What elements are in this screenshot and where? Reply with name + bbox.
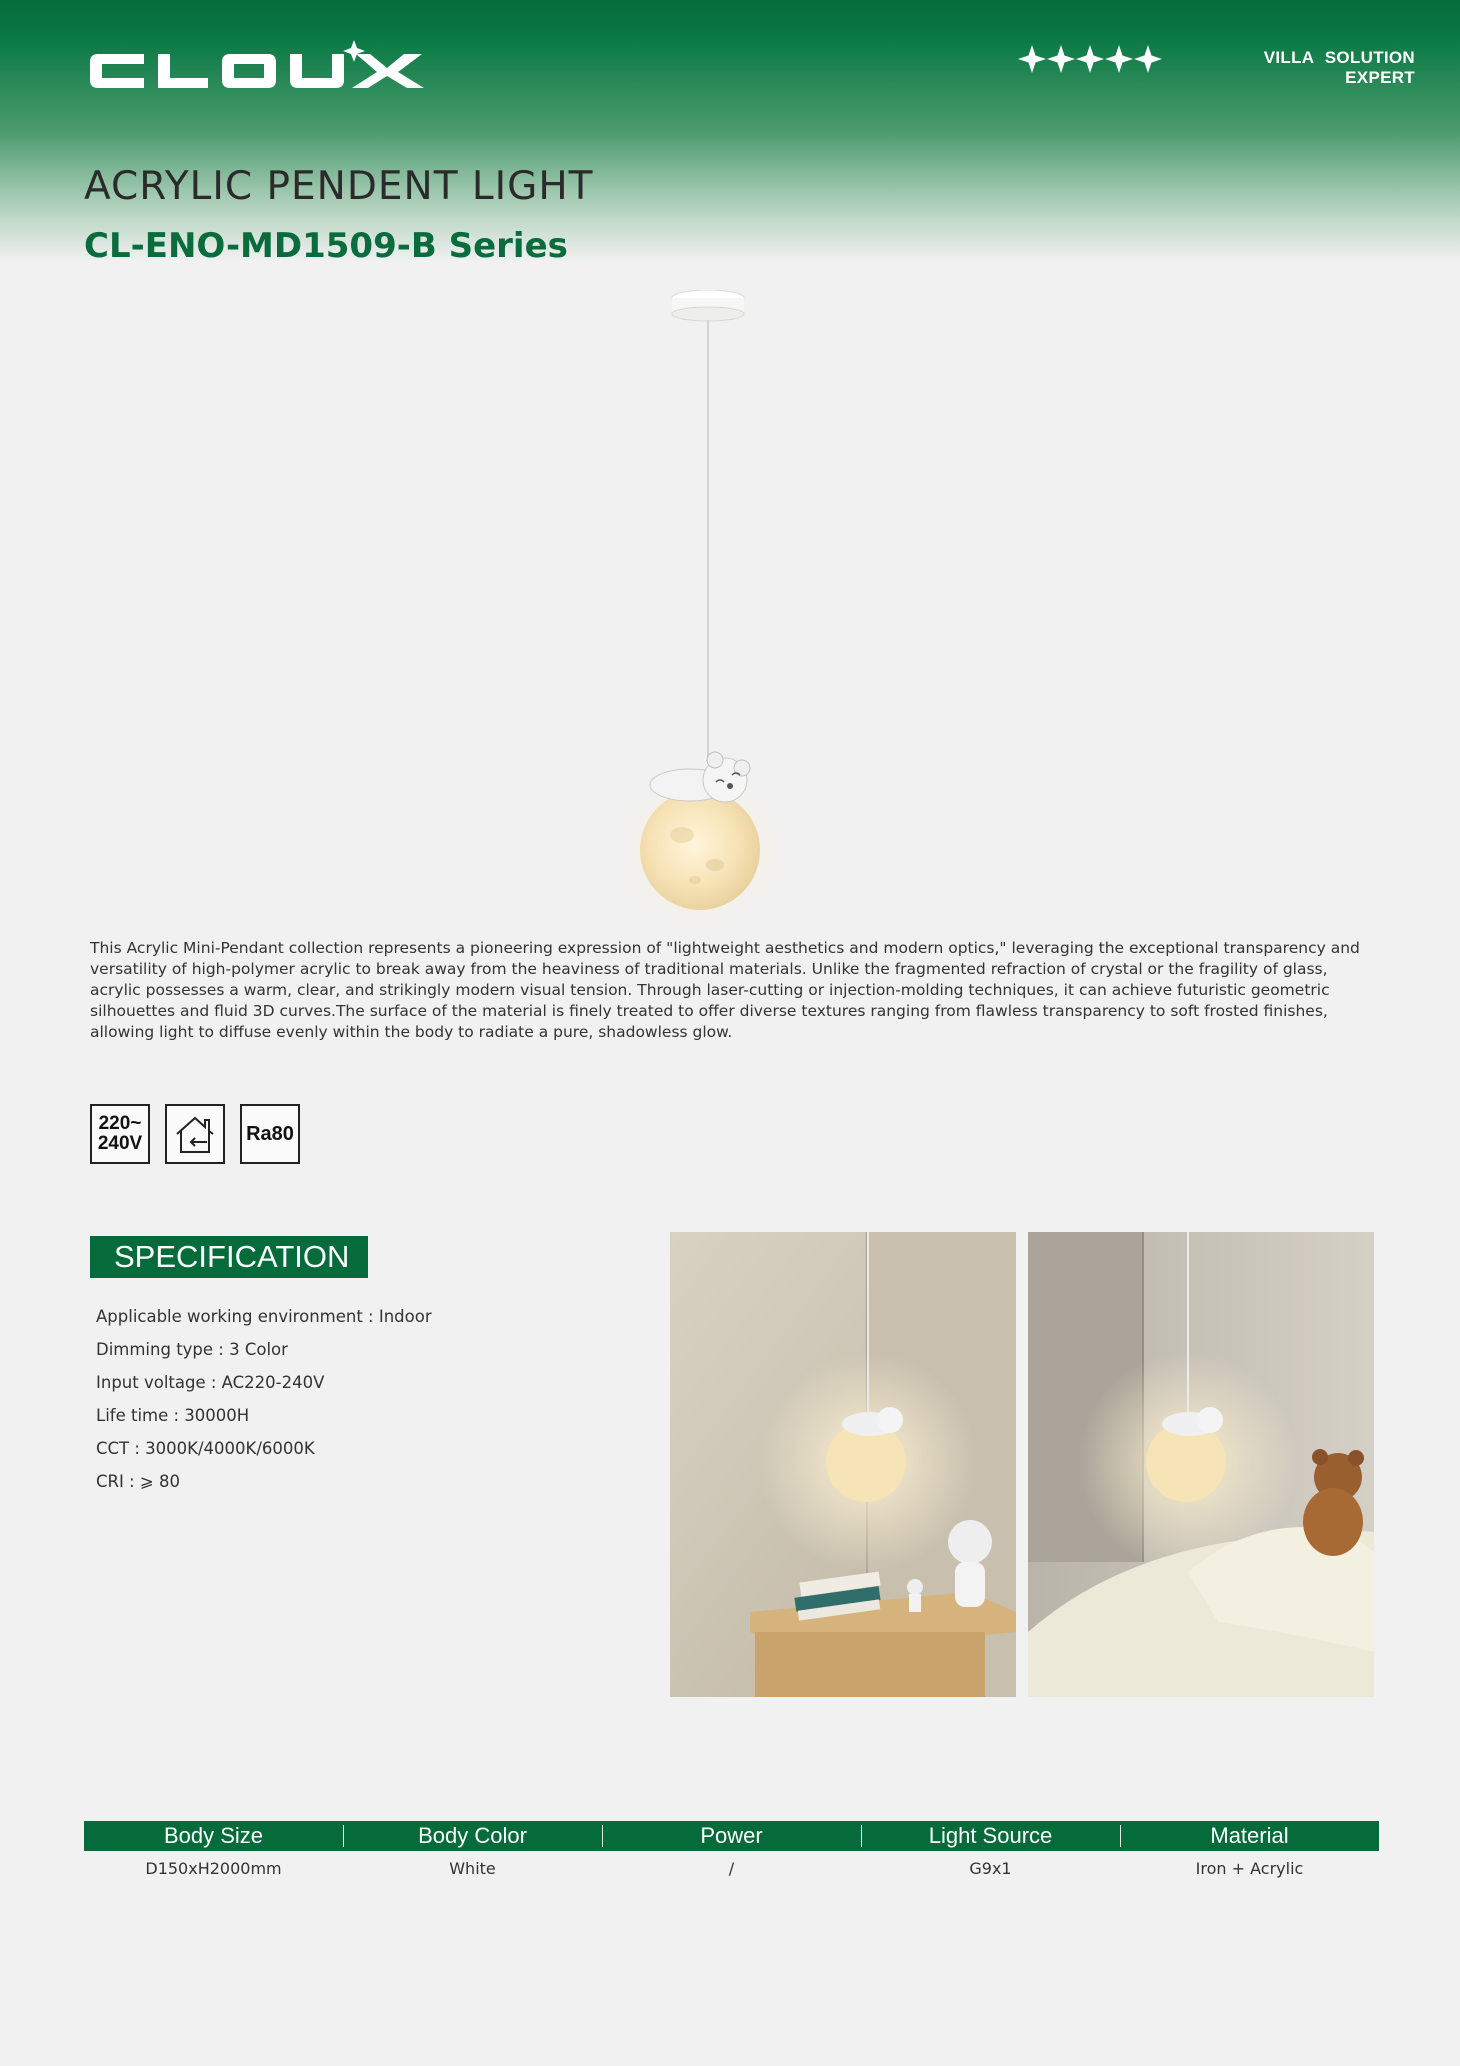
table-cell: Iron + Acrylic: [1195, 1858, 1304, 1878]
product-spec-table: [84, 1821, 1379, 1885]
voltage-badge: [90, 1104, 150, 1164]
spec-item: CRI : ⩾ 80: [96, 1472, 180, 1491]
indoor-house-icon: [165, 1104, 225, 1164]
product-title: ACRYLIC PENDENT LIGHT: [84, 164, 594, 209]
specification-heading: SPECIFICATION: [90, 1236, 368, 1278]
table-header-cell: Body Color: [343, 1821, 602, 1851]
cloux-logo: [84, 40, 436, 100]
brand-tagline: VILLA SOLUTION EXPERT: [1263, 48, 1415, 87]
table-cell: /: [728, 1858, 735, 1878]
spec-item: CCT : 3000K/4000K/6000K: [96, 1439, 315, 1458]
table-header-row: [84, 1821, 1379, 1851]
scene-photo-bedroom: [1028, 1232, 1374, 1697]
spec-item: Life time : 30000H: [96, 1406, 250, 1425]
specification-list: [96, 1300, 432, 1498]
cri-badge: Ra80: [240, 1104, 300, 1164]
voltage-line-1: 220~: [98, 1113, 142, 1134]
spec-item: Dimming type : 3 Color: [96, 1340, 288, 1359]
product-description: This Acrylic Mini-Pendant collection represents a pioneering expression of "lightweight aesthetics and modern optics," leveraging the exceptional transparency and versatility of high-polymer acrylic to break away from the heaviness of traditional materials. Unlike the fragmented refraction of crystal or the fragility of glass, acrylic possesses a warm, clear, and strikingly modern visual tension. Through laser-cutting or injection-molding techniques, it can achieve futuristic geometric silhouettes and fluid 3D curves.The surface of the material is finely treated to offer diverse textures ranging from flawless transparency to soft frosted finishes, allowing light to diffuse evenly within the body to radiate a pure, shadowless glow.: [90, 939, 1360, 1041]
scene-photo-bedside: [670, 1232, 1016, 1697]
table-row: [84, 1851, 1379, 1885]
table-header-cell: Material: [1120, 1821, 1379, 1851]
table-cell: White: [449, 1858, 496, 1878]
spec-item: Applicable working environment : Indoor: [96, 1307, 432, 1326]
product-series: CL-ENO-MD1509-B Series: [84, 226, 568, 266]
table-header-cell: Light Source: [861, 1821, 1120, 1851]
table-header-cell: Body Size: [163, 1823, 264, 1848]
table-cell: G9x1: [969, 1858, 1012, 1878]
table-header-cell: Power: [602, 1821, 861, 1851]
table-cell: D150xH2000mm: [145, 1858, 282, 1878]
five-star-icon: [1018, 42, 1162, 76]
product-image: [620, 290, 800, 930]
voltage-line-2: 240V: [97, 1133, 143, 1154]
spec-item: Input voltage : AC220-240V: [96, 1373, 325, 1392]
